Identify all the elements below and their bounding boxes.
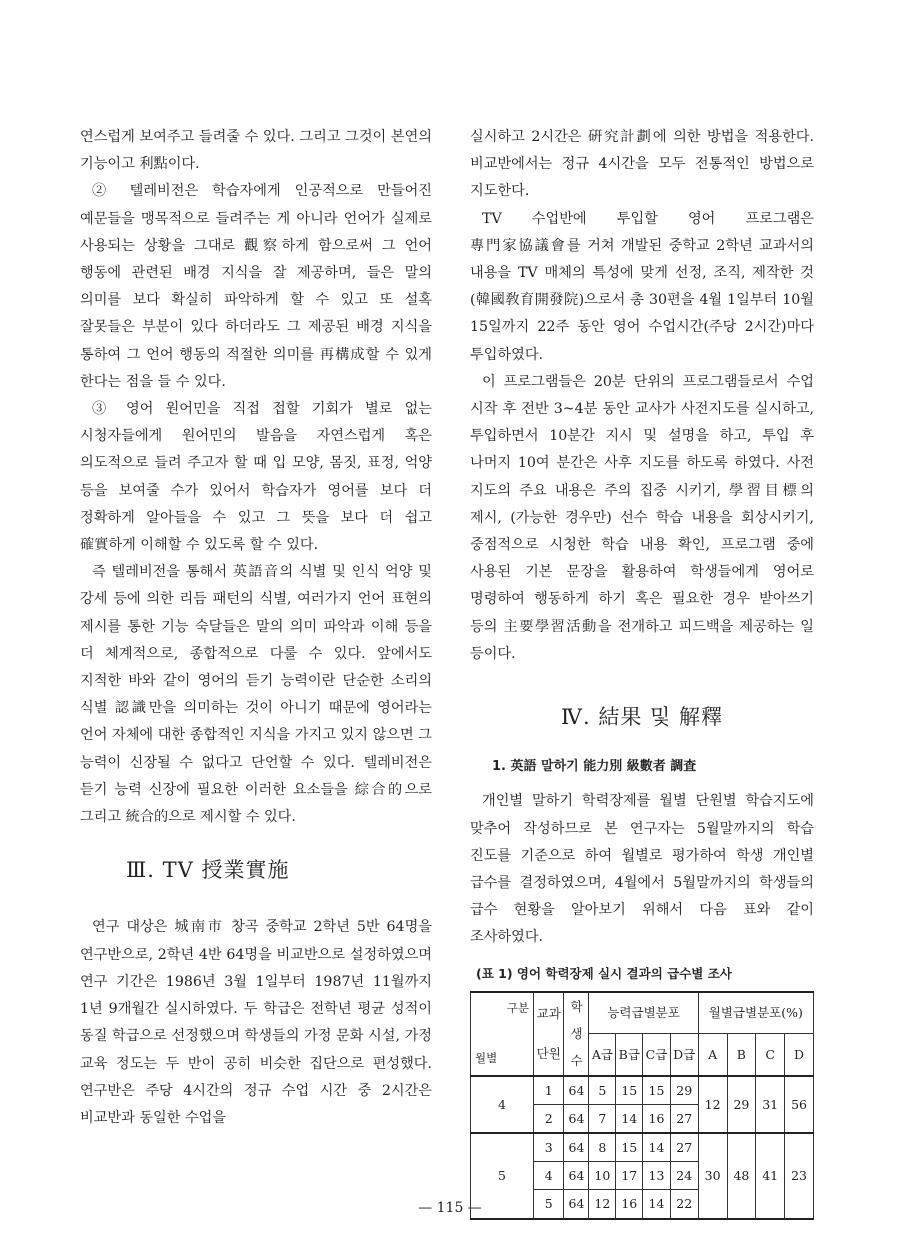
month-cell: 4 xyxy=(471,1076,534,1133)
grade-c-cell: 13 xyxy=(643,1162,670,1190)
grade-table xyxy=(470,991,814,1220)
grade-c-cell: 15 xyxy=(643,1076,670,1105)
section-heading-4: Ⅳ. 結果 및 解釋 xyxy=(561,705,723,730)
header-gubun: 구분 xyxy=(506,1000,529,1015)
grade-c-cell: 14 xyxy=(643,1190,670,1219)
pct-a-cell: 12 xyxy=(698,1076,727,1133)
page-number: — 115 — xyxy=(418,1200,482,1216)
students-cell: 64 xyxy=(564,1076,589,1105)
header-grade-c: C급 xyxy=(643,1034,670,1076)
month-cell: 5 xyxy=(471,1133,534,1219)
grade-b-cell: 14 xyxy=(616,1104,643,1133)
section-heading-3: Ⅲ. TV 授業實施 xyxy=(126,858,290,883)
grade-a-cell: 8 xyxy=(589,1133,616,1162)
grade-d-cell: 22 xyxy=(670,1190,698,1219)
left-paragraph-4: 즉 텔레비전을 통해서 英語音의 식별 및 인식 억양 및 강세 등에 의한 리듬 패턴의 식별, 여러가지 언어 표현의 제시를 통한 기능 숙달들은 말의 의미 파악과 이해 등을 더 체계적으로, 종합적으로 다룰 수 있다. 앞에서도 지적한 바와 같이 영어의 듣기 능력이란 단순한 소리의 식별 認識만을 의미하는 것이 아니기 때문에 영어라는 언어 자체에 대한 종합적인 지식을 가지고 있지 않으면 그 능력이 신장될 수 없다고 단언할 수 있다. 텔레비전은 듣기 능력 신장에 필요한 이러한 요소들을 綜合的으로 그리고 統合的으로 제시할 수 있다. xyxy=(80,564,432,826)
grade-b-cell: 17 xyxy=(616,1162,643,1190)
students-cell: 64 xyxy=(564,1190,589,1219)
pct-c-cell: 41 xyxy=(756,1133,785,1219)
grade-b-cell: 15 xyxy=(616,1076,643,1105)
header-pct-a: A xyxy=(698,1034,727,1076)
left-column xyxy=(80,124,432,1132)
header-grade-b: B급 xyxy=(616,1034,643,1076)
header-unit-bottom: 단원 xyxy=(534,1034,564,1076)
left-paragraph-2: ② 텔레비전은 학습자에게 인공적으로 만들어진 예문들을 맹목적으로 들려주는 게 아니라 언어가 실제로 사용되는 상황을 그대로 觀察하게 함으로써 그 언어 행동에 관련된 배경 지식을 잘 제공하며, 들은 말의 의미를 보다 확실히 파악하게 할 수 있고 또 설혹 잘못들은 부분이 있다 하더라도 그 제공된 배경 지식을 통하여 그 언어 행동의 적절한 의미를 再構成할 수 있게 한다는 점을 들 수 있다. xyxy=(80,183,432,390)
table-row xyxy=(471,1133,814,1162)
header-students: 학생수 xyxy=(564,992,589,1076)
grade-c-cell: 16 xyxy=(643,1104,670,1133)
unit-cell: 3 xyxy=(534,1133,564,1162)
grade-c-cell: 14 xyxy=(643,1133,670,1162)
header-unit-top: 교과 xyxy=(534,992,564,1034)
table-row xyxy=(471,1076,814,1105)
pct-d-cell: 23 xyxy=(785,1133,814,1219)
students-cell: 64 xyxy=(564,1104,589,1133)
sub-heading-1: 1. 英語 말하기 能力別 級數者 調査 xyxy=(492,759,697,775)
header-grade-a: A급 xyxy=(589,1034,616,1076)
pct-b-cell: 29 xyxy=(727,1076,756,1133)
left-paragraph-5: 연구 대상은 城南市 창곡 중학교 2학년 5반 64명을 연구반으로, 2학년 4반 64명을 비교반으로 설정하였으며 연구 기간은 1986년 3월 1일부터 1987년 11월까지 1년 9개월간 실시하였다. 두 학급은 전학년 평균 성적이 동질 학급으로 선정했으며 학생들의 가정 문화 시설, 가정 교육 정도는 두 반이 공히 비슷한 집단으로 편성했다. 연구반은 주당 4시간의 정규 수업 시간 중 2시간은 비교반과 동일한 수업을 xyxy=(80,919,432,1126)
grade-b-cell: 15 xyxy=(616,1133,643,1162)
left-paragraph-3: ③ 영어 원어민을 직접 접할 기회가 별로 없는 시청자들에게 원어민의 발음을 자연스럽게 혹은 의도적으로 들려 주고자 할 때 입 모양, 몸짓, 표정, 억양 등을 보여줄 수가 있어서 학습자가 영어를 보다 더 정확하게 알아들을 수 있고 그 뜻을 보다 더 쉽고 確實하게 이해할 수 있도록 할 수 있다. xyxy=(80,401,432,554)
students-cell: 64 xyxy=(564,1133,589,1162)
header-month: 월별 xyxy=(475,1051,498,1066)
header-pct-c: C xyxy=(756,1034,785,1076)
table-corner-header xyxy=(471,992,534,1076)
right-paragraph-2: TV 수업반에 투입할 영어 프로그램은 專門家協議會를 거쳐 개발된 중학교 2학년 교과서의 내용을 TV 매체의 특성에 맞게 선정, 조직, 제작한 것(韓國敎育開發院)으로서 총 30편을 4월 1일부터 10월 15일까지 22주 동안 영어 수업시간(주당 2시간)마다 투입하였다. xyxy=(470,210,814,363)
right-paragraph-4: 개인별 말하기 학력장제를 월별 단원별 학습지도에 맞추어 작성하므로 본 연구자는 5월말까지의 학습 진도를 기준으로 하여 월별로 평가하여 학생 개인별 급수를 결정하였으며, 4월에서 5월말까지의 학생들의 급수 현황을 알아보기 위해서 다음 표와 같이 조사하였다. xyxy=(470,793,814,946)
right-column xyxy=(470,124,814,1220)
pct-b-cell: 48 xyxy=(727,1133,756,1219)
header-grade-d: D급 xyxy=(670,1034,698,1076)
pct-a-cell: 30 xyxy=(698,1133,727,1219)
grade-d-cell: 29 xyxy=(670,1076,698,1105)
grade-d-cell: 24 xyxy=(670,1162,698,1190)
students-cell: 64 xyxy=(564,1162,589,1190)
grade-a-cell: 10 xyxy=(589,1162,616,1190)
grade-a-cell: 12 xyxy=(589,1190,616,1219)
unit-cell: 4 xyxy=(534,1162,564,1190)
grade-a-cell: 5 xyxy=(589,1076,616,1105)
grade-d-cell: 27 xyxy=(670,1104,698,1133)
header-pct-b: B xyxy=(727,1034,756,1076)
grade-a-cell: 7 xyxy=(589,1104,616,1133)
grade-d-cell: 27 xyxy=(670,1133,698,1162)
grade-b-cell: 16 xyxy=(616,1190,643,1219)
unit-cell: 2 xyxy=(534,1104,564,1133)
unit-cell: 1 xyxy=(534,1076,564,1105)
pct-c-cell: 31 xyxy=(756,1076,785,1133)
table-title: (표 1) 영어 학력장제 실시 결과의 급수별 조사 xyxy=(476,965,732,981)
left-paragraph-1: 연스럽게 보여주고 들려줄 수 있다. 그리고 그것이 본연의 기능이고 利點이다. xyxy=(80,129,432,173)
header-pct-d: D xyxy=(785,1034,814,1076)
pct-d-cell: 56 xyxy=(785,1076,814,1133)
right-paragraph-1: 실시하고 2시간은 硏究計劃에 의한 방법을 적용한다. 비교반에서는 정규 4시간을 모두 전통적인 방법으로 지도한다. xyxy=(470,129,814,200)
header-ability: 능력급별분포 xyxy=(589,992,698,1034)
header-monthly: 월별급별분포(%) xyxy=(698,992,813,1034)
unit-cell: 5 xyxy=(534,1190,564,1219)
right-paragraph-3: 이 프로그램들은 20분 단위의 프로그램들로서 수업 시작 후 전반 3~4분 동안 교사가 사전지도를 실시하고, 투입하면서 10분간 지시 및 설명을 하고, 투입 후 나머지 10여 분간은 사후 지도를 하도록 하였다. 사전 지도의 주요 내용은 주의 집중 시키기, 學習目標의 제시, (가능한 경우만) 선수 학습 내용을 회상시키기, 중점적으로 시청한 학습 내용 확인, 프로그램 중에 사용된 기본 문장을 활용하여 학생들에게 영어로 명령하여 행동하게 하기 혹은 필요한 경우 받아쓰기 등의 主要學習活動을 전개하고 피드백을 제공하는 일 등이다. xyxy=(470,373,814,662)
